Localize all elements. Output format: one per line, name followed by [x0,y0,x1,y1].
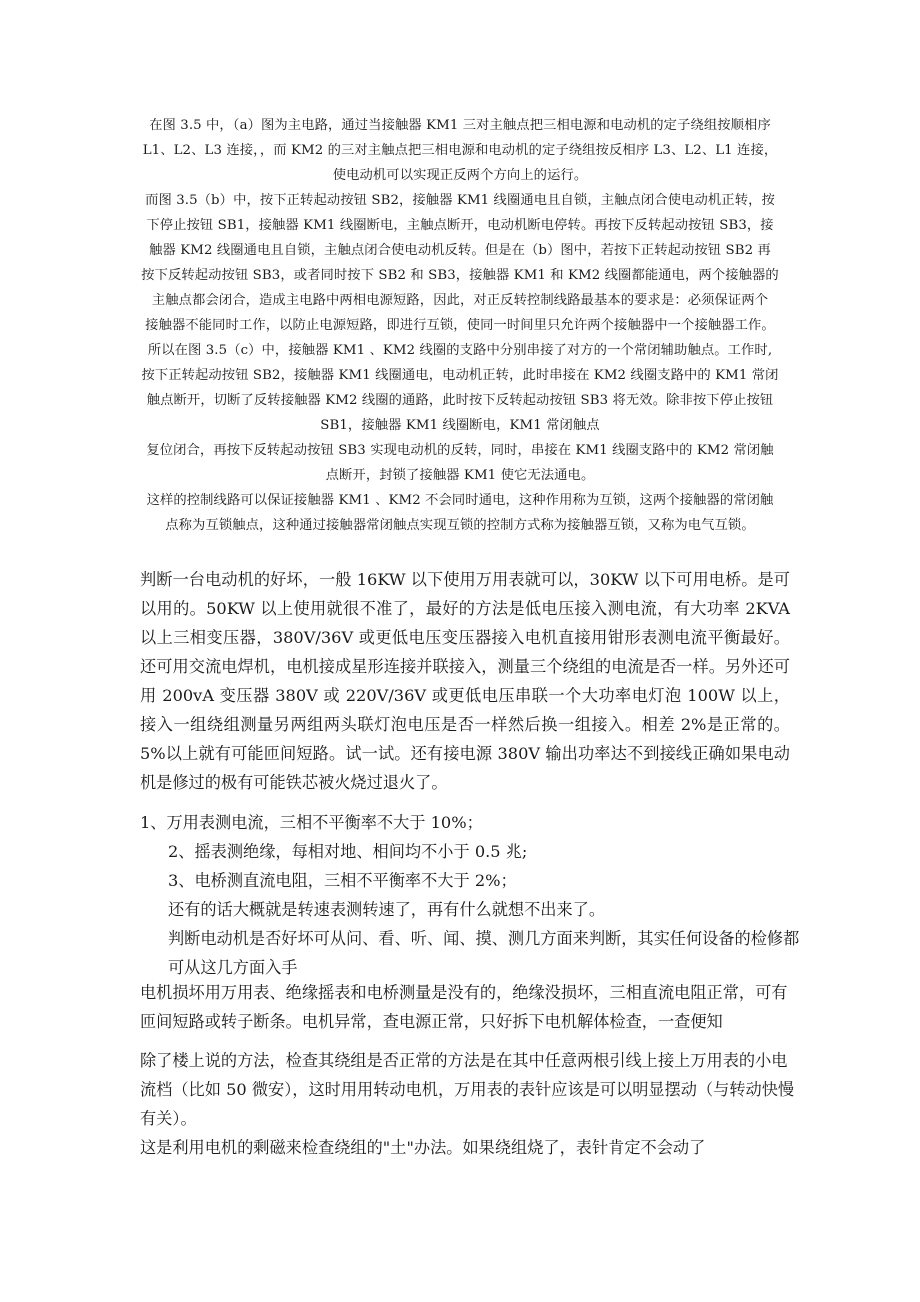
list-item: 1、万用表测电流，三相不平衡率不大于 10%； [140,813,483,832]
list-note: 判断电动机是否好坏可从问、看、听、闻、摸、测几方面来判断，其实任何设备的检修都可从这几方面入手 [168,929,800,977]
text-line: 按下正转起动按钮 SB2，接触器 KM1 线圈通电，电动机正转，此时串接在 KM2 线圈支路中的 KM1 常闭 [141,368,779,383]
text-line: 所以在图 3.5（c）中，接触器 KM1 、KM2 线圈的支路中分别串接了对方的一个常闭辅助触点。工作时, [147,343,773,358]
text-line: 接触器不能同时工作，以防止电源短路，即进行互锁，使同一时间里只允许两个接触器中一个接触器工作。 [145,318,775,333]
text-line: 复位闭合，再按下反转起动按钮 SB3 实现电动机的反转，同时，串接在 KM1 线圈支路中的 KM2 常闭触 [146,443,774,458]
text-line: 而图 3.5（b）中，按下正转起动按钮 SB2，接触器 KM1 线圈通电且自锁，主触点闭合使电动机正转，按 [145,193,775,208]
text-line: 触器 KM2 线圈通电且自锁，主触点闭合使电动机反转。但是在（b）图中，若按下正转起动按钮 SB2 再 [149,243,771,258]
section-test-list [140,808,800,982]
list-item: 2、摇表测绝缘，每相对地、相间均不小于 0.5 兆; [168,842,528,861]
list-note: 还有的话大概就是转速表测转速了，再有什么就想不出来了。 [168,900,606,919]
text-line: 下停止按钮 SB1，接触器 KM1 线圈断电，主触点断开，电动机断电停转。再按下反转起动按钮 SB3，接 [146,218,774,233]
list-item: 3、电桥测直流电阻，三相不平衡率不大于 2%； [168,871,517,890]
text-line: 主触点都会闭合，造成主电路中两相电源短路，因此，对正反转控制线路最基本的要求是：必须保证两个 [151,293,769,308]
text-line: 使电动机可以实现正反两个方向上的运行。 [332,168,588,183]
text-line: 点称为互锁触点，这种通过接触器常闭触点实现互锁的控制方式称为接触器互锁，又称为电气互锁。 [165,518,755,533]
text-line: 点断开，封锁了接触器 KM1 使它无法通电。 [325,468,595,483]
text-line: 触点断开，切断了反转接触器 KM2 线圈的通路，此时按下反转起动按钮 SB3 将无效。除非按下停止按钮 [146,393,774,408]
paragraph: 除了楼上说的方法，检查其绕组是否正常的方法是在其中任意两根引线上接上万用表的小电流档（比如 50 微安），这时用用转动电机，万用表的表针应该是可以明显摆动（与转动快慢有关）。 [140,1051,795,1128]
section-remanence-method [140,1046,798,1162]
text-line: 这样的控制线路可以保证接触器 KM1 、KM2 不会同时通电，这种作用称为互锁，这两个接触器的常闭触 [146,493,774,508]
section-motor-testing [140,565,790,797]
section-damage-check [140,978,798,1036]
section-contactor-interlock [120,113,800,538]
text-line: 在图 3.5 中，（a）图为主电路，通过当接触器 KM1 三对主触点把三相电源和电动机的定子绕组按顺相序 [149,118,771,133]
paragraph: 判断一台电动机的好坏，一般 16KW 以下使用万用表就可以，30KW 以下可用电桥。是可以用的。50KW 以上使用就很不准了，最好的方法是低电压接入测电流，有大功率 2KVA 以上三相变压器，380V/36V 或更低电压变压器接入电机直接用钳形表测电流平衡最好。还可用交流电焊机，电机接成星形连接并联接入，测量三个绕组的电流是否一样。另外还可用 200vA 变压器 380V 或 220V/36V 或更低电压串联一个大功率电灯泡 100W 以上，接入一组绕组测量另两组两头联灯泡电压是否一样然后换一组接入。相差 2%是正常的。5%以上就有可能匝间短路。试一试。还有接电源 380V 输出功率达不到接线正确如果电动机是修过的极有可能铁芯被火烧过退火了。 [140,570,790,792]
text-line: L1、L2、L3 连接，，而 KM2 的三对主触点把三相电源和电动机的定子绕组按反相序 L3、L2、L1 连接， [142,143,778,158]
paragraph: 这是利用电机的剩磁来检查绕组的"土"办法。如果绕组烧了，表针肯定不会动了 [140,1138,706,1157]
paragraph: 电机损坏用万用表、绝缘摇表和电桥测量是没有的，绝缘没损坏，三相直流电阻正常，可有匝间短路或转子断条。电机异常，查电源正常，只好拆下电机解体检查，一查便知 [140,983,788,1031]
text-line: SB1，接触器 KM1 线圈断电，KM1 常闭触点 [320,418,600,433]
text-line: 按下反转起动按钮 SB3，或者同时按下 SB2 和 SB3，接触器 KM1 和 KM2 线圈都能通电，两个接触器的 [141,268,779,283]
